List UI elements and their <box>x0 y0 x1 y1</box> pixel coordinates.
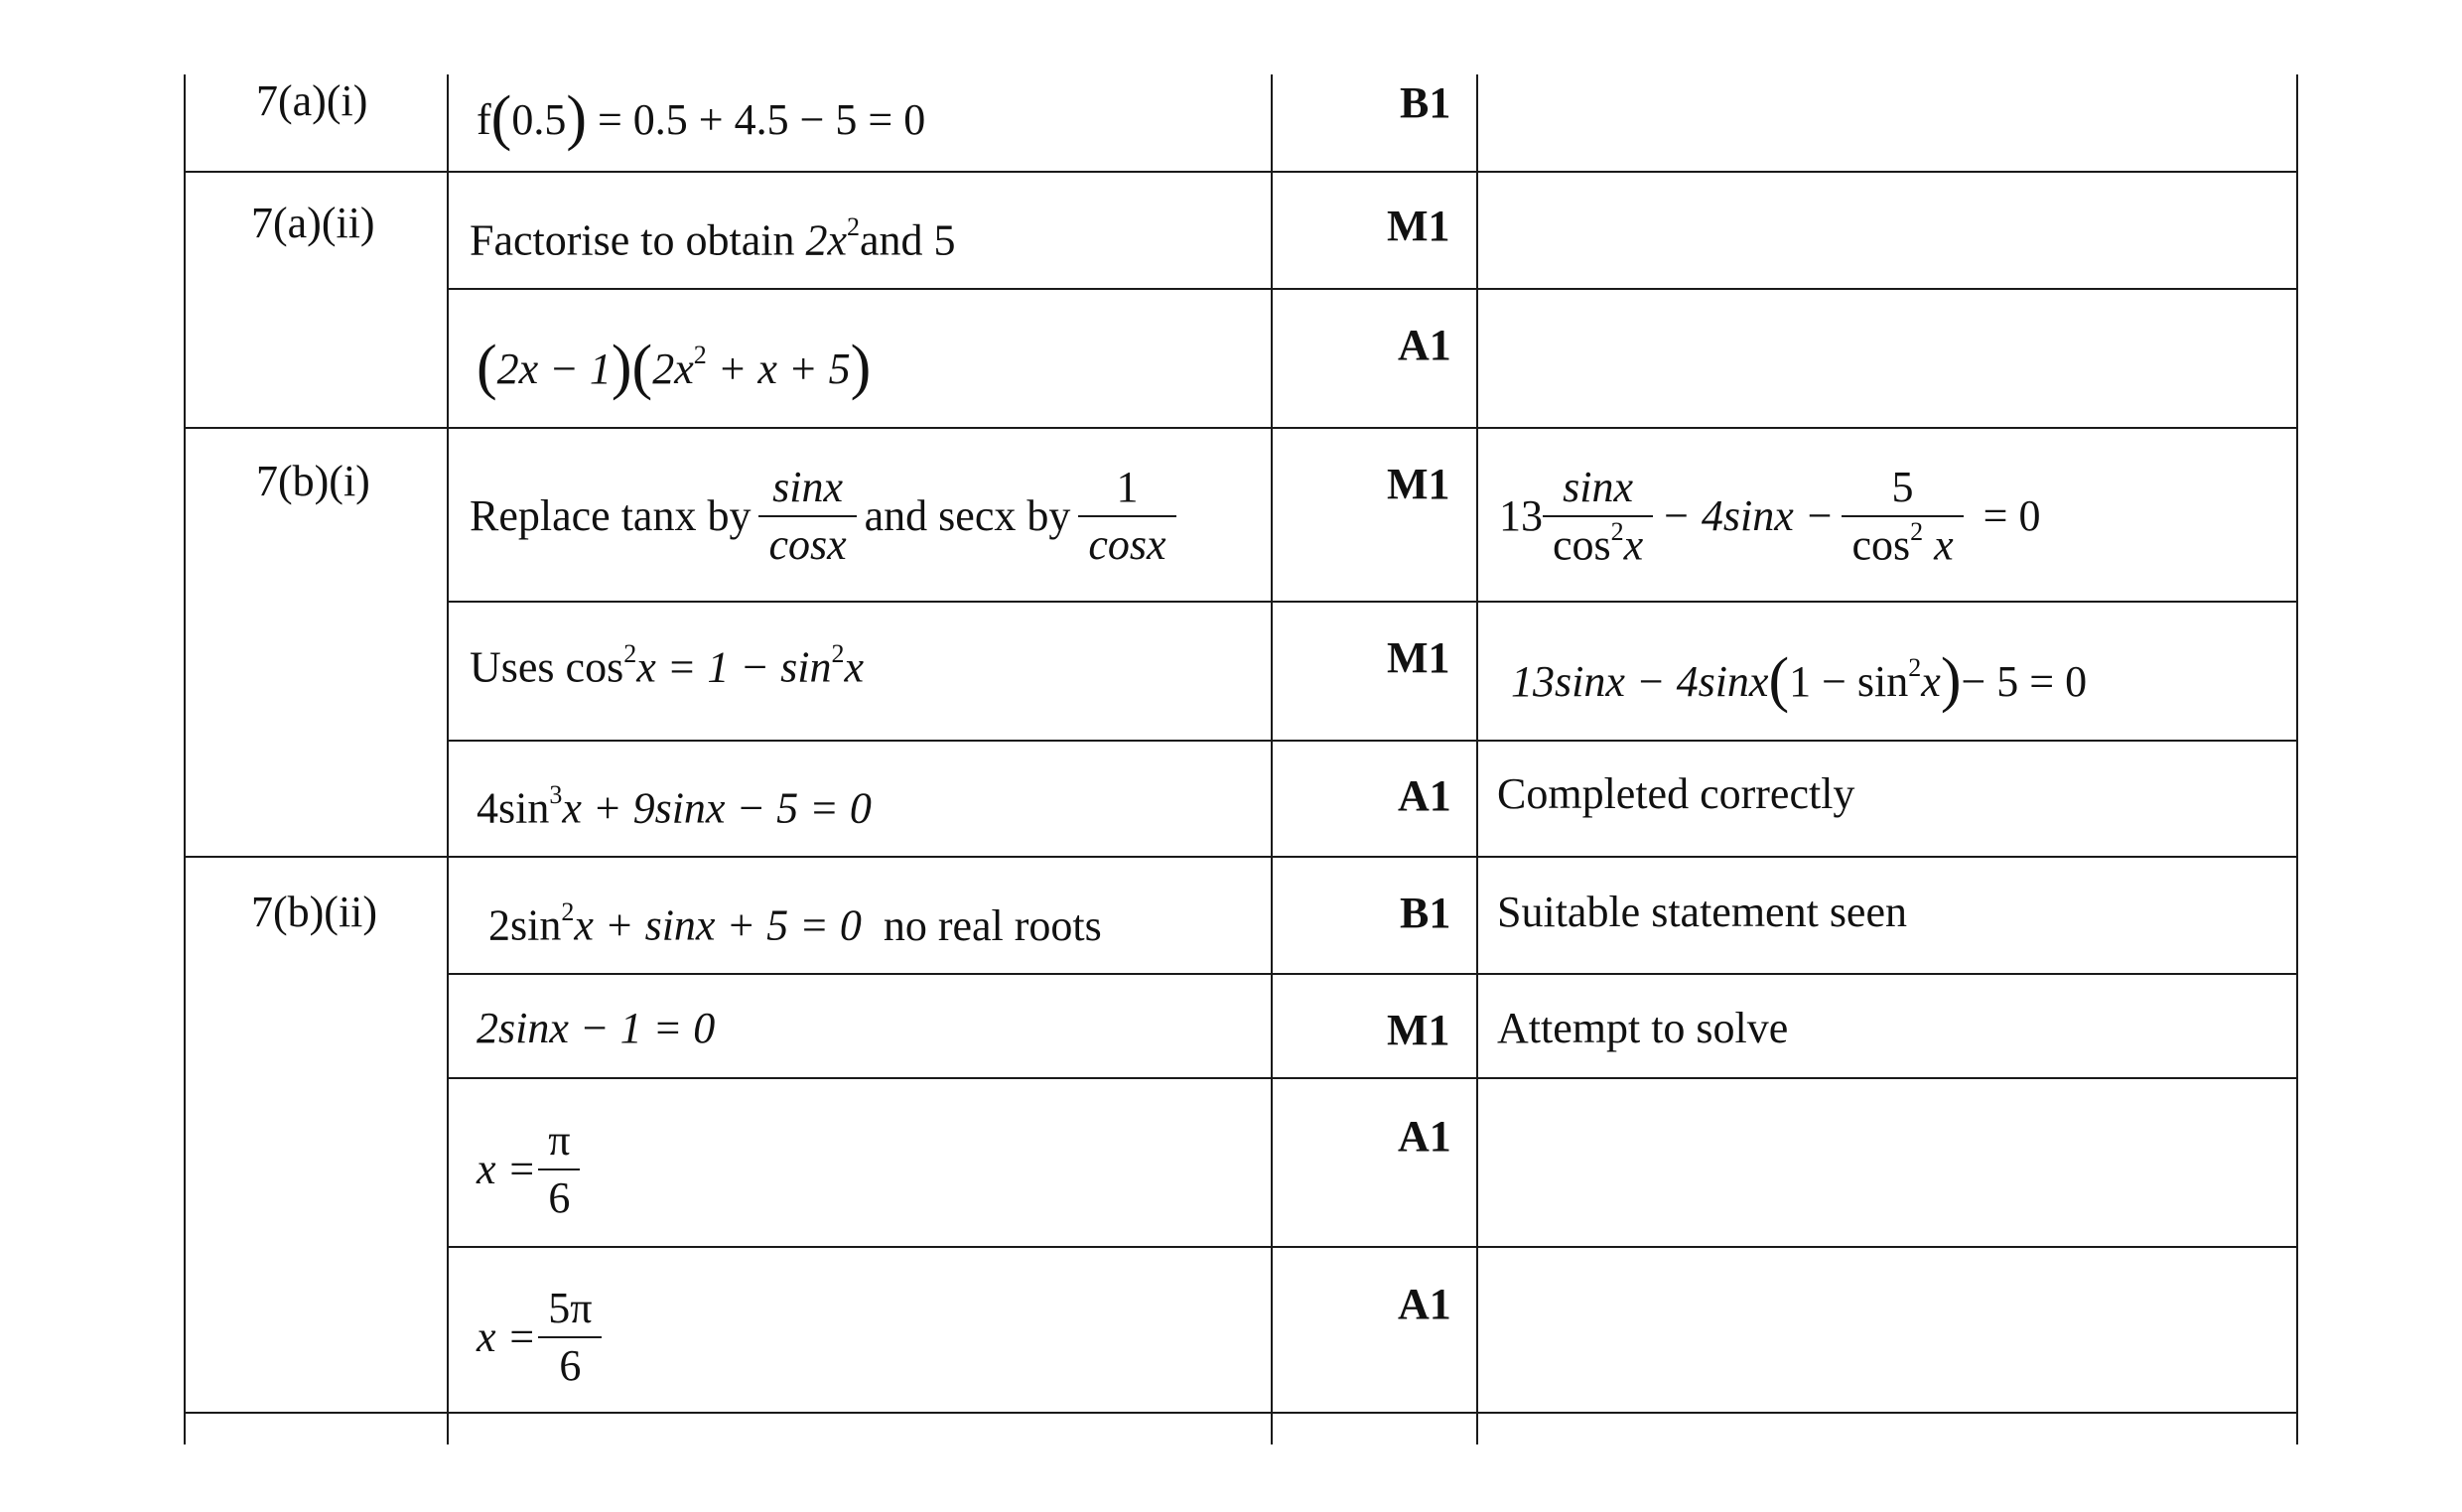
working-text: x = $\frac{5\pi}{6}$ <box>477 1278 610 1397</box>
fraction: $\frac{1}{\cos x}$ <box>1078 466 1175 567</box>
table-hline <box>184 856 2298 858</box>
mark-code: M1 <box>1387 633 1450 682</box>
mark-code: B1 <box>1400 889 1451 937</box>
question-label: 7(a)(i) <box>256 76 368 125</box>
comment-text: 13 $\frac{\sin x}{\cos^2x}$ − 4sinx − $\frac{5}{\cos^2 x}$ = 0 <box>1499 462 2041 570</box>
mark-code: M1 <box>1387 202 1450 250</box>
mark-code: B1 <box>1400 78 1451 127</box>
table-vline-comment <box>1476 74 1478 1444</box>
table-hline-sub <box>447 601 2298 603</box>
working-text: $(2x - 1)(2x^2 + x + 5)$ <box>477 334 872 401</box>
comment-text: Suitable statement seen <box>1497 888 1907 936</box>
mark-code: M1 <box>1387 460 1450 508</box>
working-text: $2\sin^2x + \sin x + 5 = 0$ no real roots <box>488 897 1102 950</box>
table-hline-sub <box>447 740 2298 742</box>
question-label: 7(b)(i) <box>256 457 370 505</box>
table-hline <box>184 171 2298 173</box>
fraction: $\frac{5}{\cos^2 x}$ <box>1842 466 1963 568</box>
working-text: 2sinx − 1 = 0 <box>477 1004 716 1052</box>
comment-text: Attempt to solve <box>1497 1004 1789 1052</box>
mark-code: A1 <box>1398 1280 1451 1328</box>
fraction: $\frac{\sin x}{\cos x}$ <box>758 466 856 567</box>
table-hline-sub <box>447 1246 2298 1248</box>
working-text: x = $\frac{\pi}{6}$ <box>477 1110 588 1229</box>
fraction: $\frac{\sin x}{\cos^2x}$ <box>1543 466 1653 568</box>
question-label: 7(a)(ii) <box>251 199 375 247</box>
working-text: Factorise to obtain $2x^2and$ 5 <box>470 212 956 265</box>
working-text: f(0.5) = 0.5 + 4.5 − 5 = 0 <box>477 84 926 152</box>
working-text: Replace tanx by $\frac{\sin x}{\cos x}$ and secx by $\frac{1}{\cos x}$ <box>470 457 1184 576</box>
comment-text: $13\sin x - 4\sin x(1 - \sin^2x)- 5 = 0$ <box>1511 646 2088 714</box>
fraction: $\frac{5\pi}{6}$ <box>538 1287 602 1388</box>
table-vline-mark <box>1271 74 1273 1444</box>
table-hline-sub <box>447 1077 2298 1079</box>
working-text: Uses $\cos^2x = 1 - \sin^2x$ <box>470 639 864 692</box>
question-label: 7(b)(ii) <box>251 888 378 936</box>
table-vline-left <box>184 74 186 1444</box>
comment-text: Completed correctly <box>1497 769 1855 818</box>
mark-code: A1 <box>1398 1112 1451 1161</box>
mark-code: A1 <box>1398 771 1451 820</box>
table-hline-sub <box>447 288 2298 290</box>
fraction: $\frac{\pi}{6}$ <box>538 1119 580 1220</box>
table-vline-working <box>447 74 449 1444</box>
table-vline-right <box>2296 74 2298 1444</box>
table-hline <box>184 427 2298 429</box>
mark-code: A1 <box>1398 321 1451 369</box>
working-text: $4\sin^3x + 9\sin x - 5 = 0$ <box>477 780 872 833</box>
mark-code: M1 <box>1387 1006 1450 1054</box>
table-hline-sub <box>447 973 2298 975</box>
table-hline <box>184 1412 2298 1414</box>
